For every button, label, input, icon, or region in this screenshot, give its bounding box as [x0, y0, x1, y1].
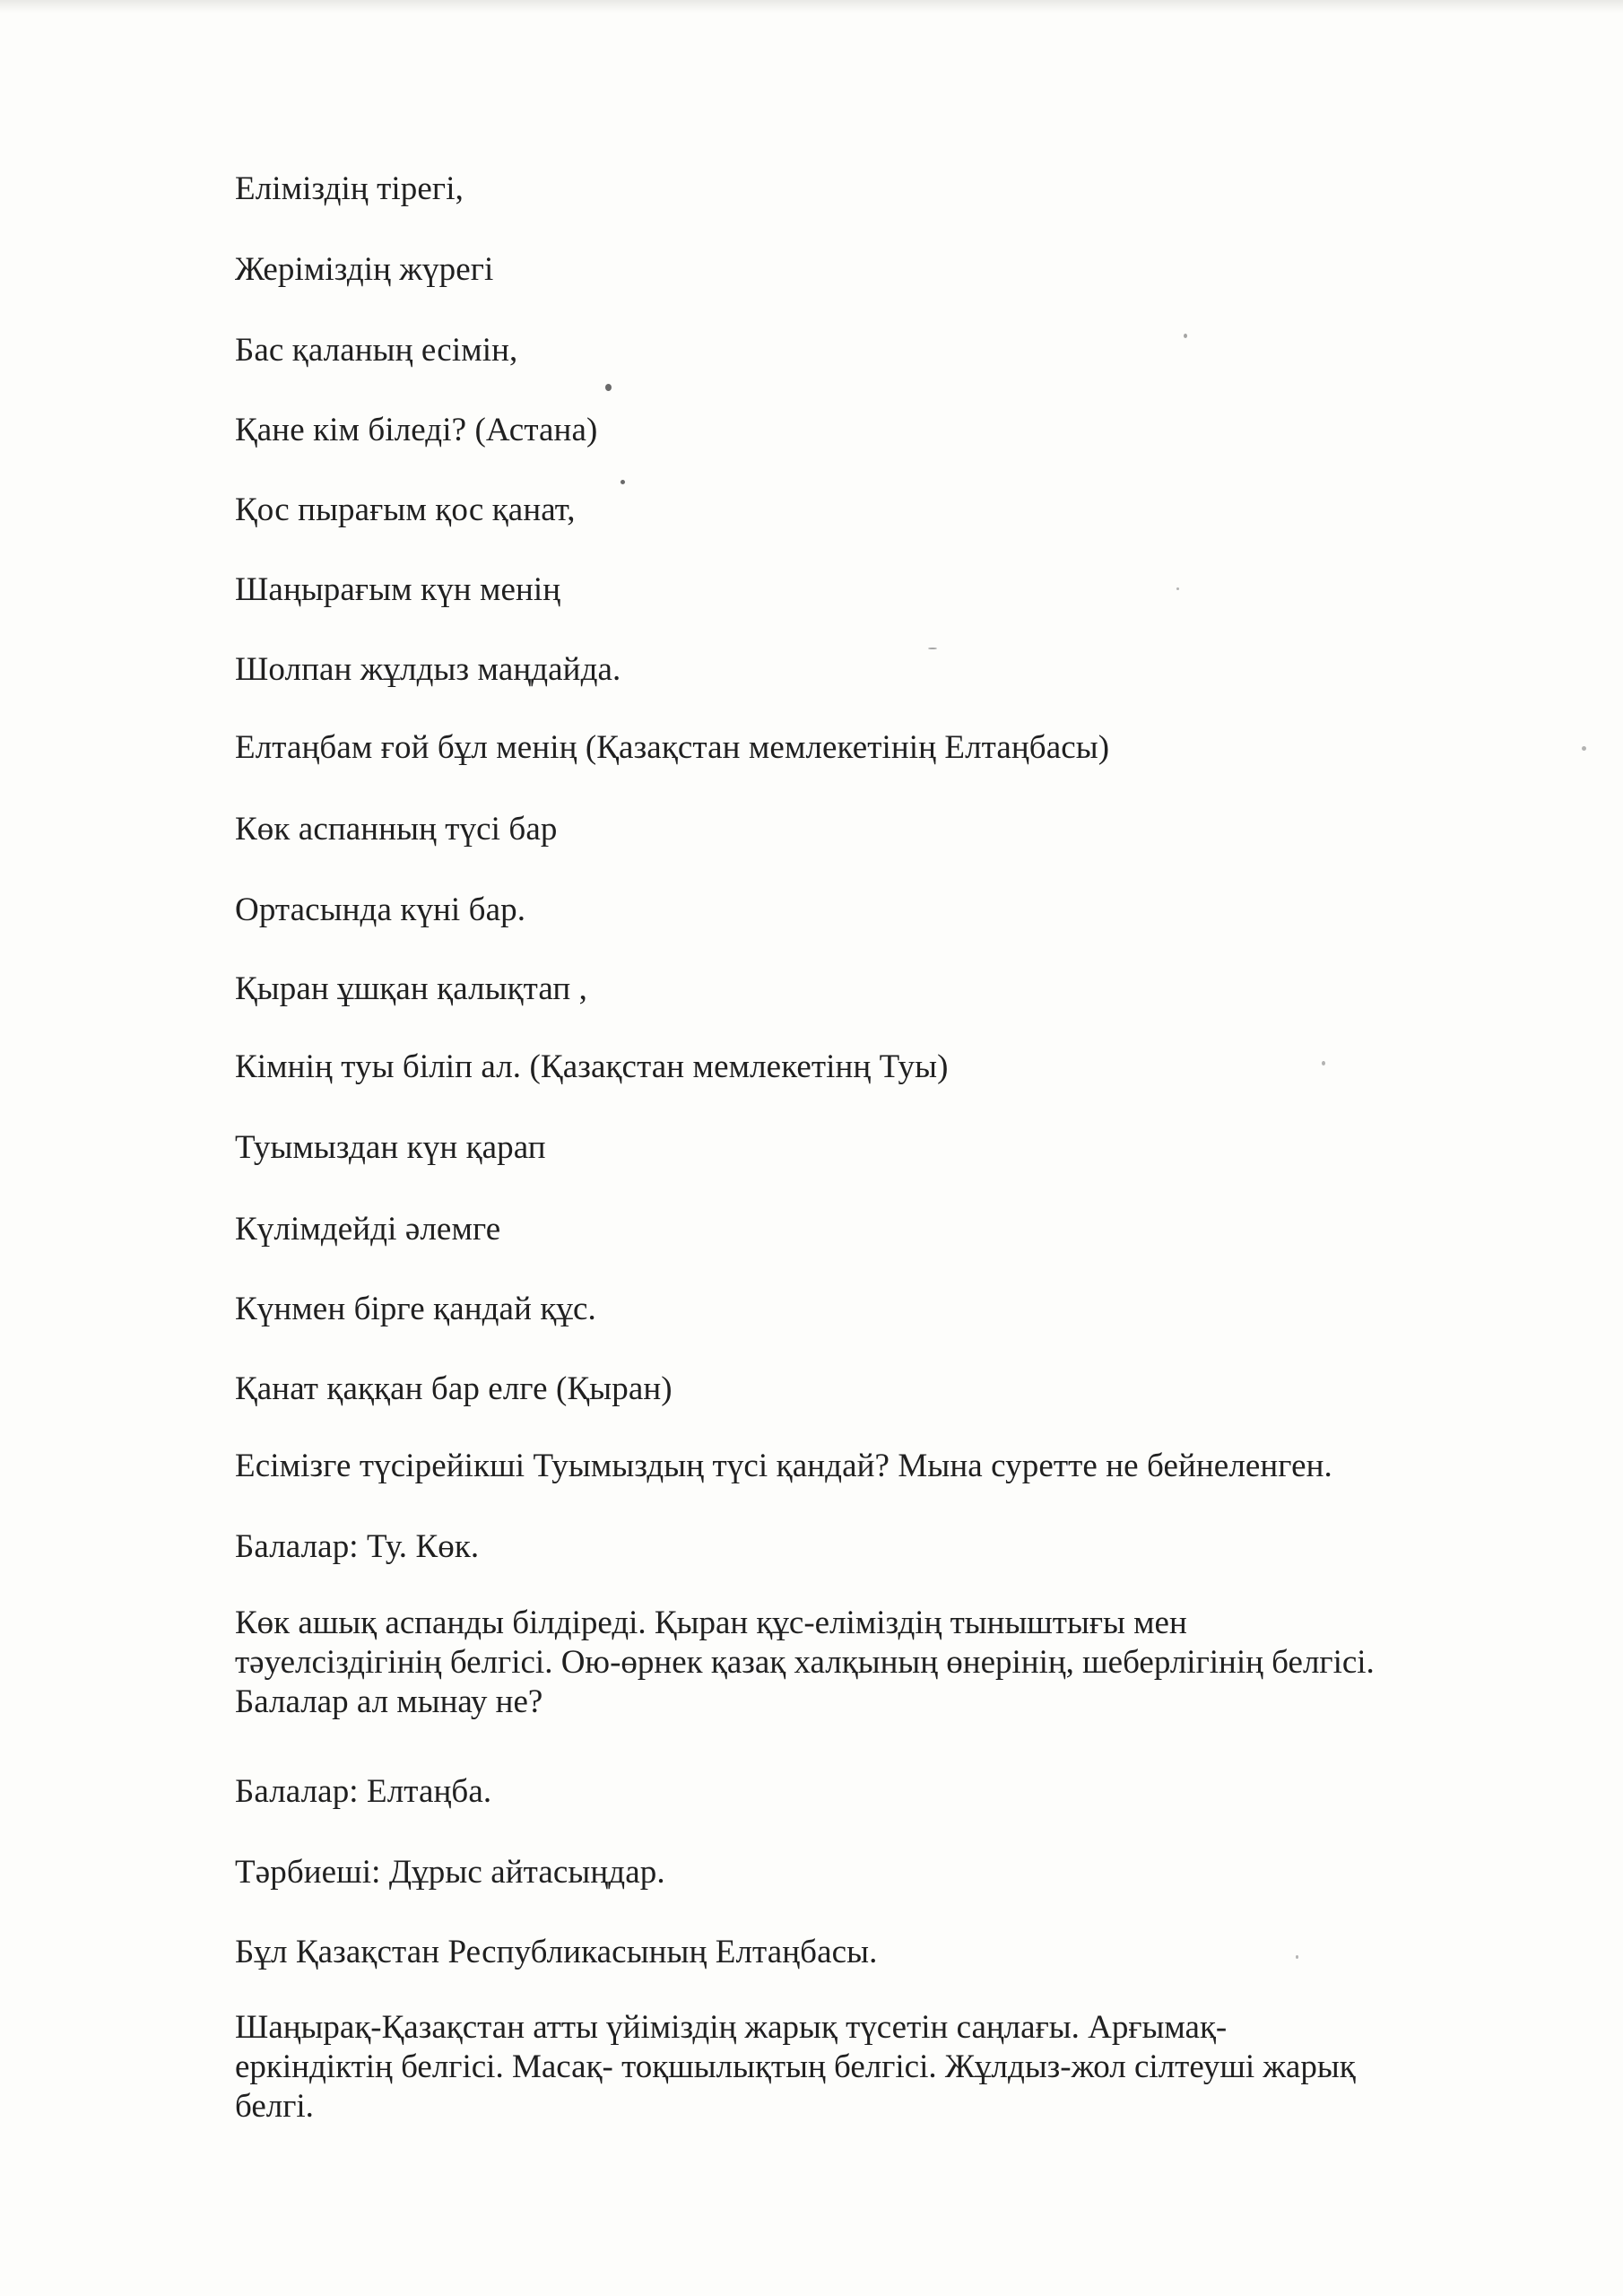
text-line: Балалар: Ту. Көк. — [235, 1528, 480, 1565]
text-line: Кімнің туы біліп ал. (Қазақстан мемлекетінң Туы) — [235, 1048, 949, 1085]
scan-speck — [605, 384, 612, 391]
text-line: Балалар: Елтаңба. — [235, 1773, 492, 1810]
text-line: Көк аспанның түсі бар — [235, 811, 558, 848]
text-line: Шаңырағым күн менің — [235, 571, 561, 608]
text-line: Ортасында күні бар. — [235, 891, 526, 928]
text-line: Қыран ұшқан қалықтап , — [235, 970, 588, 1007]
text-line: Шолпан жұлдыз маңдайда. — [235, 651, 621, 688]
scan-speck — [1184, 334, 1187, 338]
scan-speck — [1296, 1955, 1298, 1959]
explanation-paragraph: Көк ашық аспанды білдіреді. Қыран құс-еліміздің тыныштығы мен тәуелсіздігінің белгісі. Ою-өрнек қазақ халқының өнерінің, шеберлігінің белгісі. Балалар ал мынау не? — [235, 1605, 1375, 1720]
text-line: Еліміздің тірегі, — [235, 170, 464, 207]
text-line: Елтаңбам ғой бұл менің (Қазақстан мемлекетінің Елтаңбасы) — [235, 729, 1110, 766]
text-line: Қос пырағым қос қанат, — [235, 491, 576, 528]
text-line: Тәрбиеші: Дұрыс айтасыңдар. — [235, 1854, 665, 1891]
emblem-paragraph: Шаңырақ-Қазақстан атты үйіміздің жарық түсетін саңлағы. Арғымақ- еркіндіктің белгісі. Масақ- тоқшылықтың белгісі. Жұлдыз-жол сілтеуші жарық белгі. — [235, 2009, 1356, 2125]
scan-speck — [1582, 746, 1586, 751]
scan-speck — [621, 480, 625, 484]
scan-speck — [1322, 1061, 1325, 1065]
text-line: Туымыздан күн қарап — [235, 1129, 546, 1166]
text-line: Бас қаланың есімін, — [235, 332, 518, 369]
scan-speck — [1176, 587, 1179, 590]
text-line: Күлімдейді әлемге — [235, 1211, 501, 1248]
text-line: Қанат қаққан бар елге (Қыран) — [235, 1370, 673, 1407]
text-line: Күнмен бірге қандай құс. — [235, 1291, 596, 1327]
text-line: Жеріміздің жүрегі — [235, 251, 494, 288]
text-line: Есімізге түсірейікші Туымыздың түсі қандай? Мына суретте не бейнеленген. — [235, 1448, 1332, 1484]
scan-speck — [928, 648, 937, 649]
text-line: Бұл Қазақстан Республикасының Елтаңбасы. — [235, 1934, 878, 1970]
text-line: Қане кім біледі? (Астана) — [235, 412, 598, 448]
